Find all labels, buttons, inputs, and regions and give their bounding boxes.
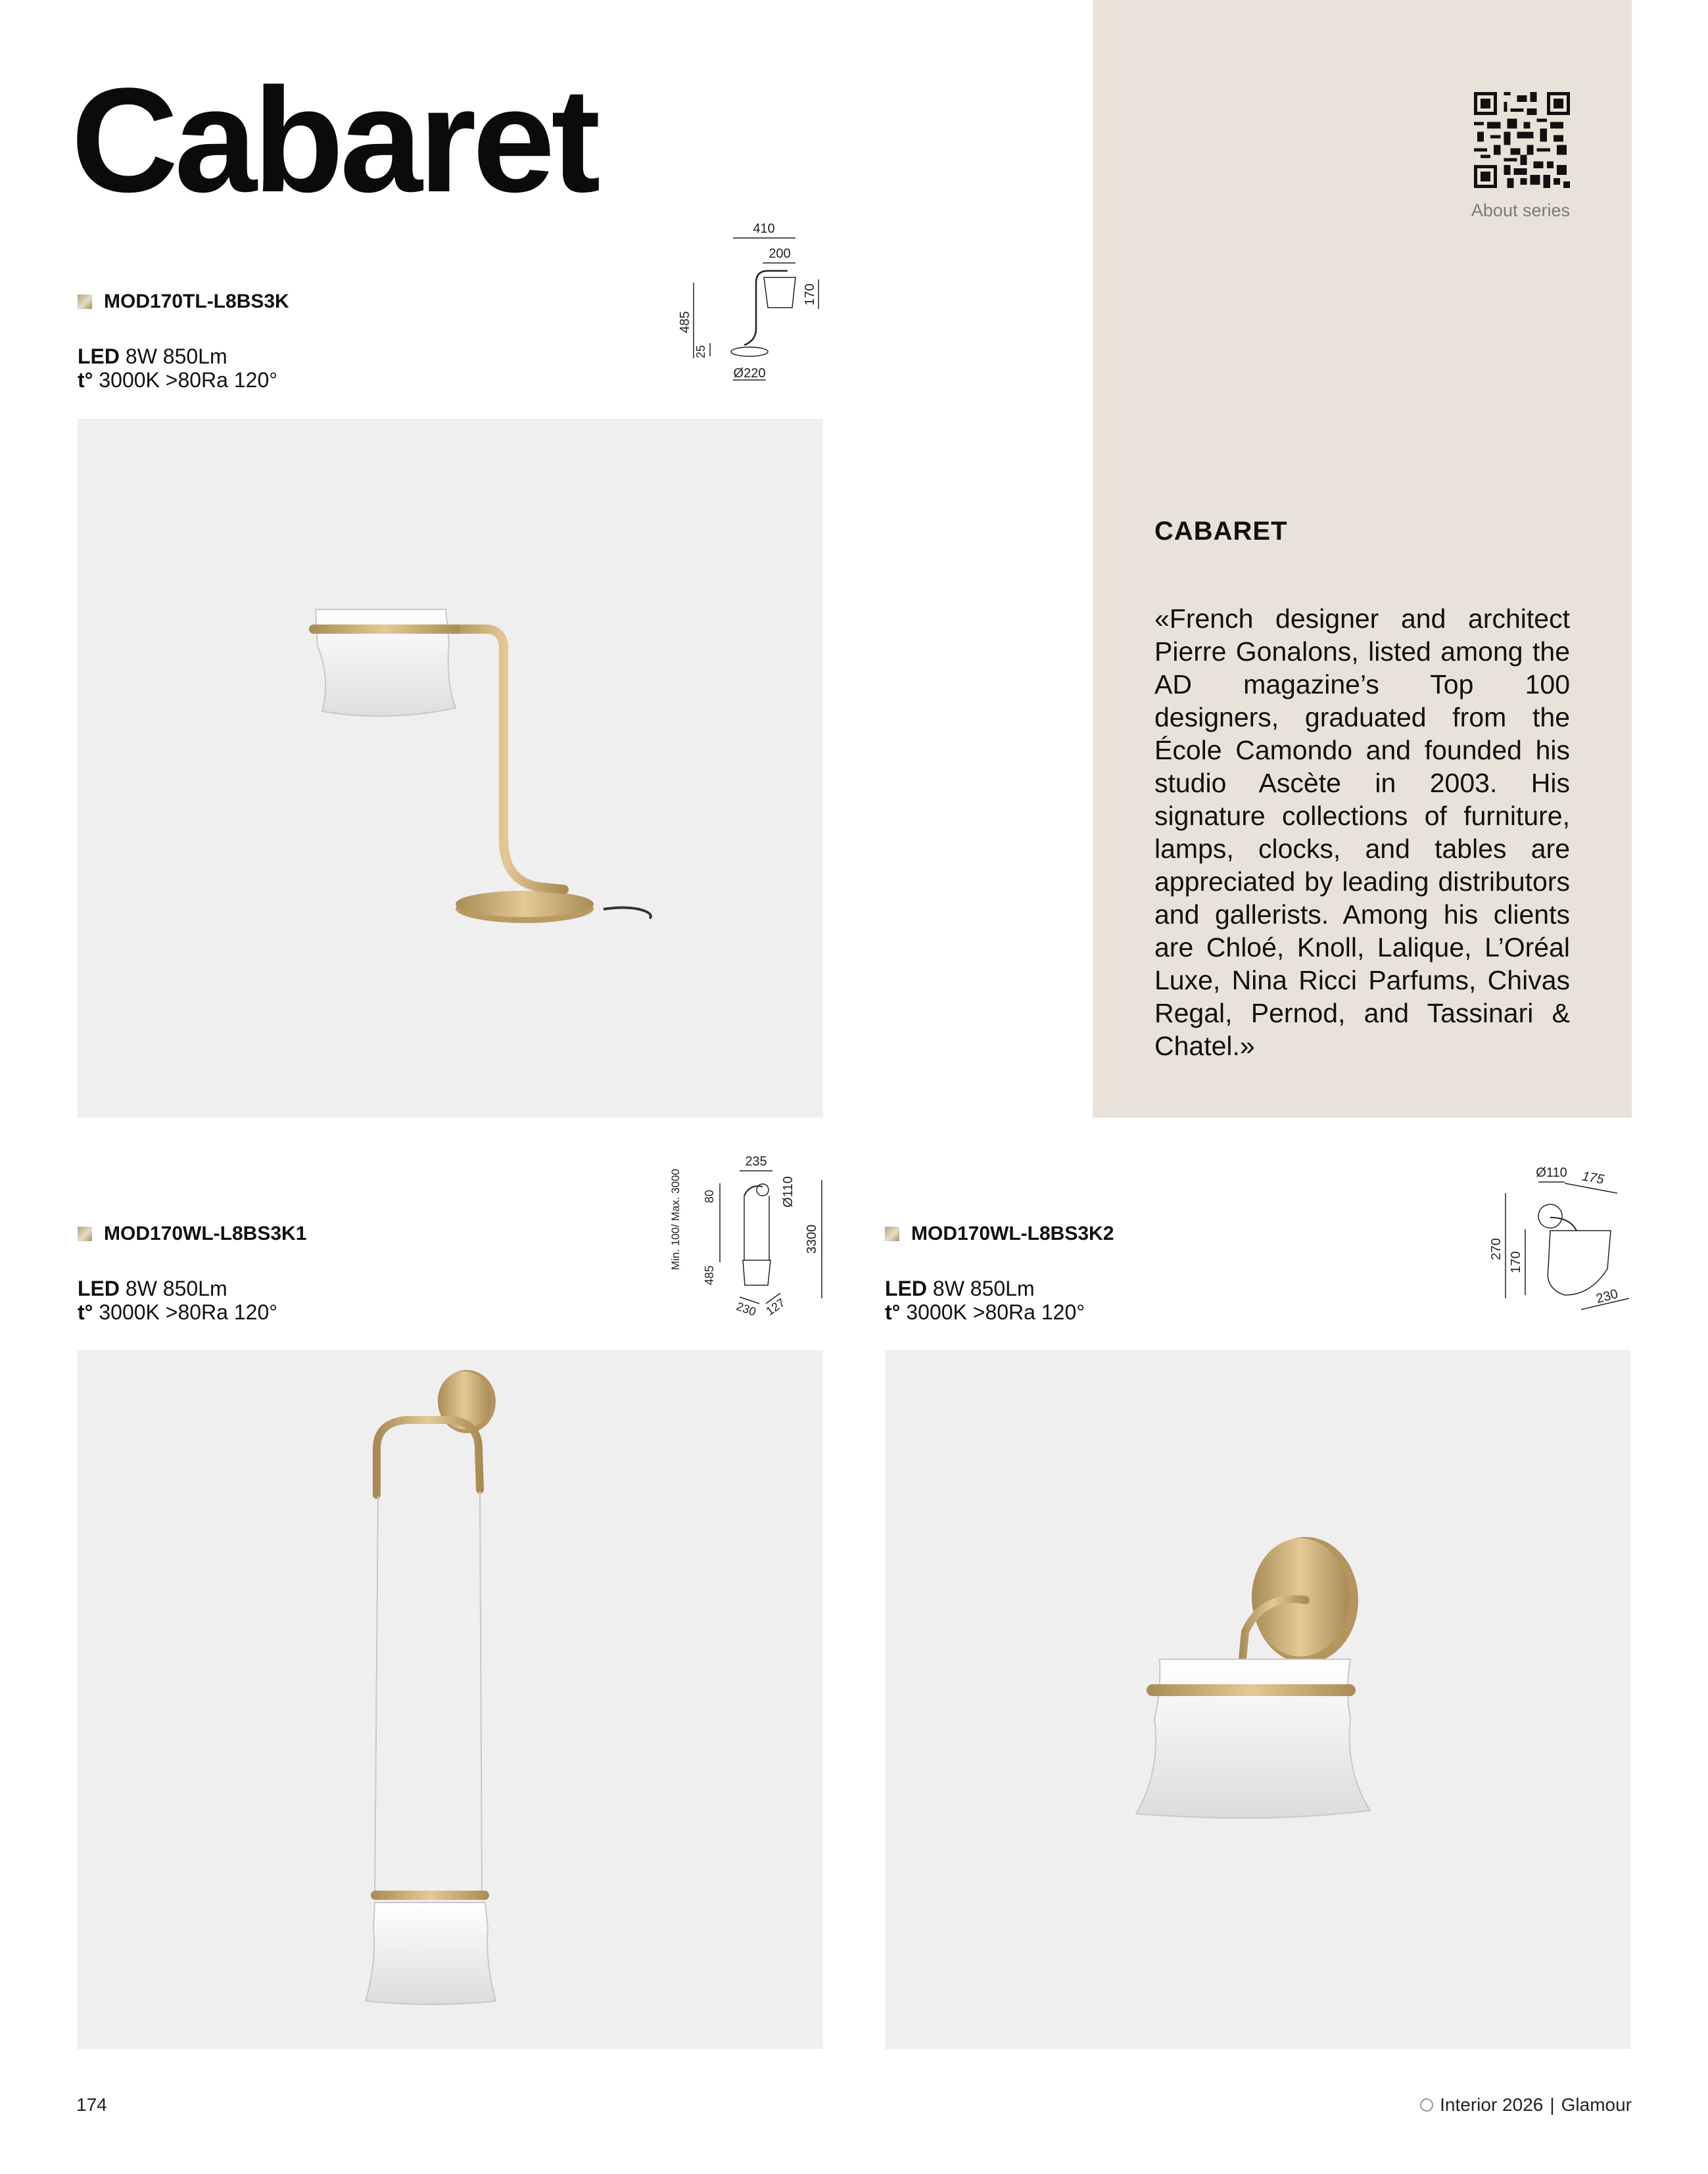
model-code: MOD170WL-L8BS3K2 [911,1223,1114,1244]
footer-separator: | [1550,2094,1555,2115]
temperature-value: 3000K >80Ra 120° [906,1300,1085,1324]
dimension-drawing-table-lamp [664,217,842,394]
dim-depth: 127 [763,1296,788,1318]
dim-shade-height: 170 [803,283,817,306]
dim-rose: Ø110 [781,1176,795,1208]
series-heading: CABARET [1154,517,1288,546]
led-label: LED [885,1277,927,1300]
model-code: MOD170WL-L8BS3K1 [104,1223,307,1244]
temperature-spec [78,368,277,392]
model-code: MOD170TL-L8BS3K [104,291,289,312]
page-number: 174 [76,2094,107,2115]
led-label: LED [78,1277,120,1300]
led-value: 8W 850Lm [932,1277,1035,1300]
product-model-3 [885,1223,1114,1245]
dim-base-height: 25 [694,344,707,359]
temperature-value: 3000K >80Ra 120° [99,1300,278,1324]
footer-section [1420,2094,1632,2115]
dim-shade-height: 485 [703,1265,716,1286]
dim-base-diameter: Ø220 [733,366,766,381]
product-model-1 [78,291,289,313]
product-photo-pendant-wall-lamp [78,1350,823,2049]
series-description: «French designer and architect Pierre Gonalons, listed among the AD magazine’s Top 100 designers, graduated from the École Camondo and founded his studio Ascète in 2003. His signature collections of furniture, lamps, clocks, and tables are appreciated by leading distributors and gallerists. Among his clients are Chloé, Knoll, Lalique, L’Oréal Luxe, Nina Ricci Parfums, Chivas Regal, Pernod, and Tassinari & Chatel.» [1154,603,1570,1061]
temperature-label: t° [78,368,93,392]
section-name: Glamour [1561,2094,1632,2115]
temperature-value: 3000K >80Ra 120° [99,368,278,392]
dim-height: 485 [678,311,692,333]
finish-swatch-icon [78,295,92,309]
led-spec [885,1277,1035,1300]
dim-shade-height: 170 [1509,1251,1523,1273]
dim-rose-height: 80 [703,1189,716,1204]
dim-projection: 175 [1580,1169,1605,1187]
dimension-drawing-pendant-wall-lamp [661,1147,838,1325]
dim-shade: 200 [769,247,791,261]
product-photo-wall-lamp [885,1350,1630,2049]
circle-icon [1420,2098,1433,2112]
dimension-drawing-wall-lamp [1473,1157,1637,1321]
finish-swatch-icon [78,1227,92,1241]
publication-name: Interior 2026 [1440,2094,1544,2115]
led-label: LED [78,344,120,368]
dim-rose: Ø110 [1536,1166,1567,1180]
temperature-label: t° [78,1300,93,1324]
finish-swatch-icon [885,1227,899,1241]
qr-caption: About series [1471,201,1570,220]
dim-projection: 235 [745,1154,767,1169]
product-model-2 [78,1223,306,1245]
dim-shade-width: 230 [734,1299,758,1319]
led-spec [78,1277,227,1300]
dim-height: 270 [1489,1238,1504,1260]
dim-width: 410 [753,222,775,236]
dim-total: 3300 [805,1224,819,1254]
page-title: Cabaret [71,57,597,223]
led-value: 8W 850Lm [125,1277,227,1300]
dim-width: 230 [1594,1287,1620,1307]
led-spec [78,344,227,368]
temperature-label: t° [885,1300,901,1324]
qr-code-icon[interactable] [1474,92,1570,188]
temperature-spec [885,1300,1085,1324]
product-photo-table-lamp [78,419,823,1118]
temperature-spec [78,1300,277,1324]
led-value: 8W 850Lm [125,344,227,368]
dim-cable: Min. 100/ Max. 3000 [669,1168,682,1271]
